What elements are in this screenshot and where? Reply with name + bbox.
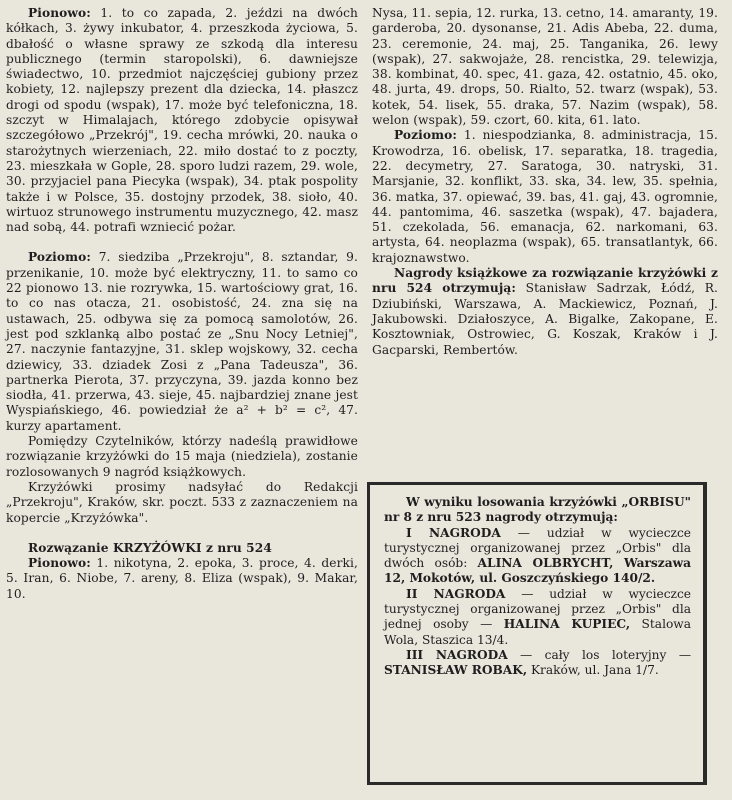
- book-awards-heading: Nagrody książkowe za rozwiązanie krzyżówki z nru 524 otrzymują:: [372, 266, 718, 296]
- clues-vertical-text: 1. to co zapada, 2. jeździ na dwóch kółkach, 3. żywy inkubator, 4. przeszkoda życiowa, 5. dbałość o własne sprawy ze szkodą dla interesu publicznego (termin staropolski), 6. dawniejsze świadectwo, 10. przedmiot najczęściej gubiony przez kobiety, 12. najlepszy prezent dla dziecka, 14. płaszcz drogi od spodu (wspak), 17. może być telefoniczna, 18. szczyt w Himalajach, którego zdobycie opisywał szczegółowo „Przekrój", 19. cecha mrówki, 20. nauka o starożytnych wierzeniach, 22. miło dostać to z poczty, 23. mieszkała w Gople, 28. sporo ludzi razem, 29. wole, 30. przyjaciel pana Piecyka (wspak), 34. ptak pospolity także i w Polsce, 35. dostojny przodek, 38. sioło, 40. wirtuoz strunowego instrumentu muzycznego, 42. masz nad sobą, 44. potrafi wzniecić pożar.: [6, 6, 358, 235]
- prize-2-winner: HALINA KUPIEC,: [503, 617, 631, 632]
- left-column: [6, 6, 358, 602]
- prize-1-text: — udział w wycieczce turystycznej organizowanej przez „Orbis" dla dwóch osób:: [384, 525, 692, 571]
- orbis-intro: W wyniku losowania krzyżówki „ORBISU" nr 8 z nru 523 nagrody otrzymują:: [384, 495, 691, 525]
- prize-1-winner: ALINA OLBRYCHT, Warszawa 12, Mokotów, ul. Goszczyńskiego 140/2.: [384, 556, 691, 586]
- prize-1: [384, 526, 691, 587]
- prize-3-winner: STANISŁAW ROBAK,: [384, 663, 528, 678]
- solution-vertical-continued: Nysa, 11. sepia, 12. rurka, 13. cetno, 14. amaranty, 19. garderoba, 20. dysonanse, 21. Adis Abeba, 22. duma, 23. ceremonie, 24. maj, 25. Tanganika, 26. lewy (wspak), 27. sakwojaże, 28. rencistka, 29. telewizja, 38. kombinat, 40. spec, 41. gaza, 42. ostatnio, 45. oko, 48. jurta, 49. drops, 50. Rialto, 52. twarz (wspak), 53. kotek, 54. lisek, 55. draka, 57. Nazim (wspak), 58. welon (wspak), 59. czort, 60. kita, 61. lato.: [372, 6, 718, 128]
- prize-3: [384, 648, 691, 679]
- prize-3-title: III NAGRODA: [406, 647, 508, 662]
- contest-info: Pomiędzy Czytelników, którzy nadeślą prawidłowe rozwiązanie krzyżówki do 15 maja (niedziela), zostanie rozlosowanych 9 nagród książkowych.: [6, 434, 358, 479]
- solution-vertical-label: Pionowo:: [28, 556, 91, 571]
- clues-horizontal: [6, 250, 358, 434]
- clues-horizontal-text: 7. siedziba „Przekroju", 8. sztandar, 9. przenikanie, 10. może być elektryczny, 11. to samo co 22 pionowo 13. nie rozrywka, 15. wartościowy grat, 16. to co nas otacza, 21. osobistość, 24. zna się na ustawach, 25. odbywa się za pomocą samolotów, 26. jest pod szklanką albo postać ze „Snu Nocy Letniej", 27. naczynie fantazyjne, 31. sklep wojskowy, 32. cecha dziewicy, 33. dziadek Zosi z „Pana Tadeusza", 36. partnerka Pierota, 37. przyczyna, 39. jazda konno bez siodła, 41. przerwa, 43. sieje, 45. najbardziej znane jest Wyspiańskiego, 46. powiedział że a² + b² = c², 47. kurzy apartament.: [6, 250, 358, 433]
- clues-vertical-label: Pionowo:: [28, 6, 91, 20]
- solution-heading: Rozwązanie KRZYŻÓWKI z nru 524: [28, 540, 272, 555]
- right-column: [372, 6, 718, 358]
- solution-horizontal-text: 1. niespodzianka, 8. administracja, 15. Krowodrza, 16. obelisk, 17. separatka, 18. tragedia, 22. decymetry, 27. Saratoga, 30. natryski, 31. Marsjanie, 32. konflikt, 33. ska, 34. lew, 35. spełnia, 36. matka, 37. opiewać, 39. bas, 41. gaj, 43. ogromnie, 44. pantomima, 46. saszetka (wspak), 47. bajadera, 51. czekolada, 56. emanacja, 62. narkomani, 63. artysta, 64. neoplazma (wspak), 65. transatlantyk, 66. krajoznawstwo.: [372, 128, 718, 265]
- orbis-prize-box: [367, 482, 707, 785]
- clues-horizontal-label: Poziomo:: [28, 250, 91, 265]
- book-awards: [372, 266, 718, 358]
- submission-info: Krzyżówki prosimy nadsyłać do Redakcji „Przekroju", Kraków, skr. poczt. 533 z zaznaczeniem na kopercie „Krzyżówka".: [6, 479, 358, 525]
- prize-2-text: — udział w wycieczce turystycznej organizowanej przez „Orbis" dla jednej osoby —: [384, 586, 692, 632]
- solution-horizontal-label: Poziomo:: [394, 128, 457, 143]
- prize-2: [384, 587, 691, 648]
- prize-2-title: II NAGRODA: [406, 586, 506, 601]
- solution-horizontal: [372, 128, 718, 266]
- prize-2-address: Stalowa Wola, Staszica 13/4.: [384, 617, 691, 647]
- prize-3-address: Kraków, ul. Jana 1/7.: [527, 663, 659, 678]
- clues-vertical: [6, 6, 358, 235]
- prize-3-text: — cały los loteryjny —: [507, 647, 692, 662]
- solution-vertical: [6, 556, 358, 602]
- prize-1-title: I NAGRODA: [406, 525, 501, 540]
- solution-vertical-text: 1. nikotyna, 2. epoka, 3. proce, 4. derki, 5. Iran, 6. Niobe, 7. areny, 8. Eliza (wspak), 9. Makar, 10.: [6, 556, 358, 601]
- book-awards-winners: Stanisław Sadrzak, Łódź, R. Dziubiński, Warszawa, A. Mackiewicz, Poznań, J. Jakubowski. Działoszyce, A. Bigalke, Zakopane, E. Kosztowniak, Ostrowiec, G. Koszak, Kraków i J. Gacparski, Rembertów.: [372, 281, 718, 357]
